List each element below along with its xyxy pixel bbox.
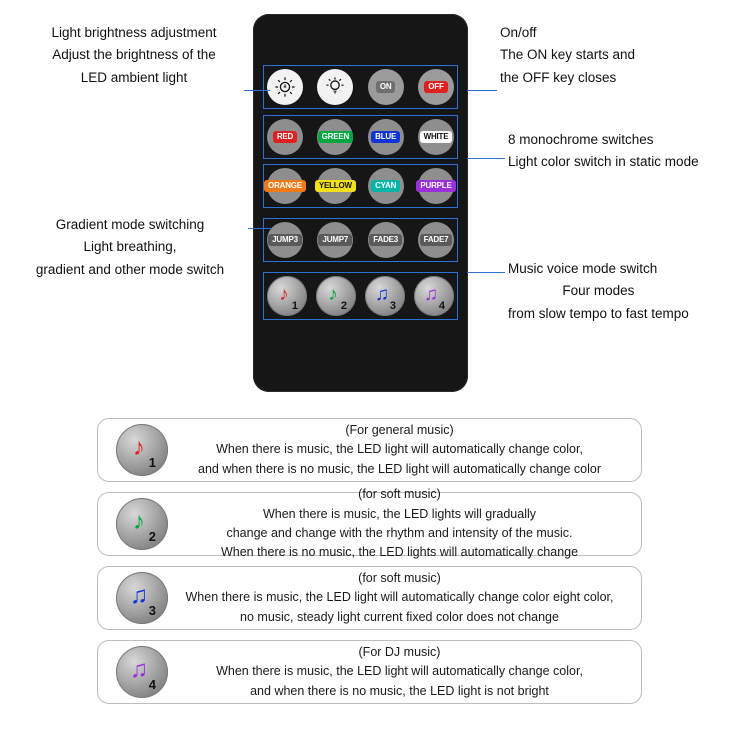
callout-brightness-line3: LED ambient light [80, 69, 188, 85]
music-note-icon: ♪ [133, 508, 145, 535]
music-note-icon: ♫ [130, 656, 148, 683]
card-line-2: and when there is no music, the LED light is not bright [250, 683, 549, 698]
music-mode-4-badge-number: 4 [148, 677, 156, 692]
callout-brightness [22, 22, 246, 89]
fade7-button[interactable] [418, 222, 454, 258]
card-line-2: no music, steady light current fixed color does not change [240, 609, 559, 624]
callout-brightness-line2: Adjust the brightness of the [52, 47, 216, 63]
callout-music-line3: from slow tempo to fast tempo [508, 305, 689, 321]
music-mode-3-card [97, 566, 642, 630]
music-mode-2-card [97, 487, 642, 560]
on-button-label: ON [376, 81, 396, 93]
card-line-1: When there is music, the LED light will automatically change color, [216, 442, 583, 457]
card-title: (for soft music) [358, 487, 441, 502]
card-title: (For general music) [345, 422, 454, 437]
card-body [168, 421, 641, 479]
red-button-label: RED [273, 131, 297, 143]
connector-music [467, 272, 505, 273]
jump7-button-label: JUMP7 [318, 234, 352, 246]
card-body [168, 643, 641, 701]
connector-colors [467, 158, 505, 159]
callout-gradient-line3: gradient and other mode switch [35, 261, 225, 277]
music-mode-4-card [97, 640, 642, 704]
fade3-button[interactable] [368, 222, 404, 258]
sun-bright-icon [274, 76, 296, 98]
white-button[interactable] [418, 119, 454, 155]
remote-button-grid [267, 69, 454, 325]
callout-music-line1: Music voice mode switch [508, 261, 658, 276]
callout-onoff [500, 22, 635, 89]
card-body [168, 569, 641, 627]
cyan-button-label: CYAN [371, 180, 400, 192]
music-mode-4-badge [116, 646, 168, 698]
led-remote-control [253, 14, 468, 392]
music-mode-4-number: 4 [438, 300, 445, 312]
music-mode-2-badge-number: 2 [148, 529, 156, 544]
green-button-label: GREEN [318, 131, 353, 143]
purple-button-label: PURPLE [416, 180, 455, 192]
cyan-button[interactable] [368, 168, 404, 204]
music-mode-3-badge [116, 572, 168, 624]
orange-button[interactable] [267, 168, 303, 204]
music-mode-1-button[interactable] [267, 276, 307, 316]
callout-colors-line2: Light color switch in static mode [508, 154, 699, 170]
connector-onoff [467, 90, 497, 91]
card-title: (For DJ music) [358, 644, 441, 659]
card-line-1: When there is music, the LED light will automatically change color eight color, [185, 590, 614, 605]
blue-button[interactable] [368, 119, 404, 155]
fade3-button-label: FADE3 [369, 234, 402, 246]
yellow-button[interactable] [317, 168, 353, 204]
music-mode-1-card [97, 418, 642, 482]
fade7-button-label: FADE7 [420, 234, 453, 246]
callout-music-line2: Four modes [562, 283, 635, 299]
connector-brightness [244, 90, 270, 91]
card-badge [116, 498, 168, 550]
red-button[interactable] [267, 119, 303, 155]
callout-onoff-line2: The ON key starts and [500, 47, 636, 63]
card-line-1: When there is music, the LED lights will gradually [262, 506, 537, 521]
purple-button[interactable] [418, 168, 454, 204]
card-body [168, 485, 641, 563]
mode-row [267, 222, 454, 258]
color-row-1 [267, 119, 454, 155]
music-mode-3-button[interactable] [365, 276, 405, 316]
connector-gradient [248, 228, 272, 229]
music-mode-3-number: 3 [389, 300, 396, 312]
music-note-icon: ♫ [374, 283, 390, 305]
white-button-label: WHITE [420, 131, 453, 143]
music-note-icon: ♪ [328, 283, 338, 305]
card-badge [116, 572, 168, 624]
music-note-icon: ♪ [279, 283, 289, 305]
music-note-icon: ♪ [133, 434, 145, 461]
card-title: (for soft music) [358, 570, 441, 585]
card-line-1: When there is music, the LED light will automatically change color, [216, 664, 583, 679]
off-button[interactable] [418, 69, 454, 105]
music-mode-4-button[interactable] [414, 276, 454, 316]
music-mode-1-badge-number: 1 [148, 455, 156, 470]
music-mode-2-button[interactable] [316, 276, 356, 316]
off-button-label: OFF [424, 81, 447, 93]
music-mode-1-badge [116, 424, 168, 476]
music-mode-3-badge-number: 3 [148, 603, 156, 618]
blue-button-label: BLUE [371, 131, 400, 143]
jump3-button[interactable] [267, 222, 303, 258]
green-button[interactable] [317, 119, 353, 155]
card-line-2: and when there is no music, the LED light will automatically change color [198, 461, 601, 476]
callout-brightness-line1: Light brightness adjustment [51, 25, 217, 40]
callout-gradient-line1: Gradient mode switching [55, 217, 205, 232]
callout-onoff-line3: the OFF key closes [500, 69, 617, 85]
jump3-button-label: JUMP3 [268, 234, 302, 246]
brightness-down-button[interactable] [317, 69, 353, 105]
card-badge [116, 424, 168, 476]
brightness-up-button[interactable] [267, 69, 303, 105]
music-mode-2-number: 2 [340, 300, 347, 312]
brightness-row [267, 69, 454, 105]
callout-colors-line1: 8 monochrome switches [508, 132, 654, 147]
card-badge [116, 646, 168, 698]
callout-colors [508, 129, 699, 174]
music-mode-1-number: 1 [291, 300, 298, 312]
music-mode-2-badge [116, 498, 168, 550]
color-row-2 [267, 168, 454, 204]
sun-dim-icon [324, 76, 346, 98]
callout-music [508, 258, 689, 325]
music-note-icon: ♫ [423, 283, 439, 305]
card-line-2: change and change with the rhythm and intensity of the music. [226, 526, 573, 540]
music-note-icon: ♫ [130, 582, 148, 609]
jump7-button[interactable] [317, 222, 353, 258]
music-mode-cards [97, 418, 642, 714]
card-line-3: When there is no music, the LED lights will automatically change [220, 545, 579, 560]
callout-gradient-line2: Light breathing, [83, 239, 177, 255]
yellow-button-label: YELLOW [315, 180, 356, 192]
music-row [267, 276, 454, 316]
callout-gradient [8, 214, 252, 281]
orange-button-label: ORANGE [264, 180, 306, 192]
on-button[interactable] [368, 69, 404, 105]
callout-onoff-line1: On/off [500, 25, 537, 40]
